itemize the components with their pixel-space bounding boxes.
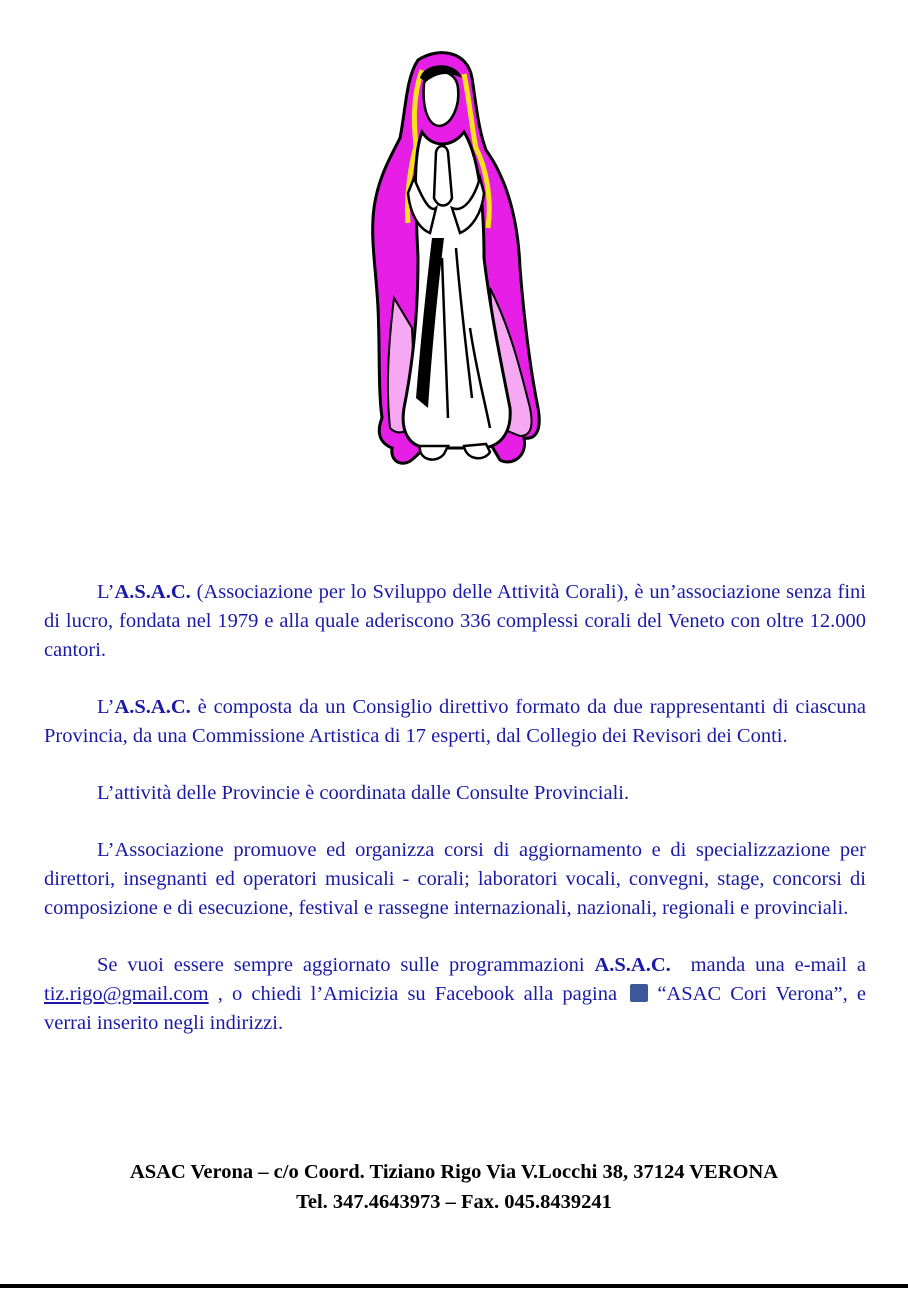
footer-address: ASAC Verona – c/o Coord. Tiziano Rigo Via V.Locchi 38, 37124 VERONA (129, 1161, 779, 1183)
facebook-icon[interactable] (630, 984, 648, 1002)
body-text (44, 578, 882, 1038)
madonna-illustration (360, 48, 550, 520)
facebook-page-name: “ASAC Cori Verona”, e verrai inserito negli indirizzi. (44, 983, 866, 1034)
footer-contacts: Tel. 347.4643973 – Fax. 045.8439241 (296, 1191, 612, 1213)
bottom-divider (0, 1284, 908, 1288)
text-fragment: L’ (97, 696, 115, 718)
text-fragment: L’ (97, 581, 115, 603)
asac-acronym: A.S.A.C. (114, 696, 191, 718)
paragraph-1 (44, 578, 866, 665)
praying-hands (434, 146, 452, 206)
email-link[interactable]: tiz.rigo@gmail.com (44, 983, 209, 1005)
paragraph-3: L’attività delle Provincie è coordinata dalle Consulte Provinciali. (97, 782, 630, 804)
paragraph-2 (44, 693, 866, 751)
text-fragment: manda una e-mail a (670, 954, 882, 976)
text-fragment: è composta da un Consiglio direttivo formato da due rappresentanti di ciascuna Provincia, da una Commissione Artistica di 17 esperti, dal Collegio dei Revisori dei Conti. (44, 696, 866, 747)
paragraph-4: L’Associazione promuove ed organizza corsi di aggiornamento e di specializzazione per direttori, insegnanti ed operatori musicali - corali; laboratori vocali, convegni, stage, concorsi di composizione e di esecuzione, festival e rassegne internazionali, nazionali, regionali e provinciali. (44, 839, 866, 919)
text-fragment: Se vuoi essere sempre aggiornato sulle programmazioni (97, 954, 595, 976)
text-fragment: (Associazione per lo Sviluppo delle Attività Corali), è un’associazione senza fini di lucro, fondata nel 1979 e alla quale aderiscono 336 complessi corali del Veneto con oltre 12.000 cantori. (44, 581, 866, 661)
asac-acronym: A.S.A.C. (594, 954, 671, 976)
paragraph-5 (44, 951, 882, 1038)
text-fragment: , o chiedi l’Amicizia su Facebook alla pagina (208, 983, 627, 1005)
footer (0, 1157, 908, 1217)
asac-acronym: A.S.A.C. (114, 581, 191, 603)
